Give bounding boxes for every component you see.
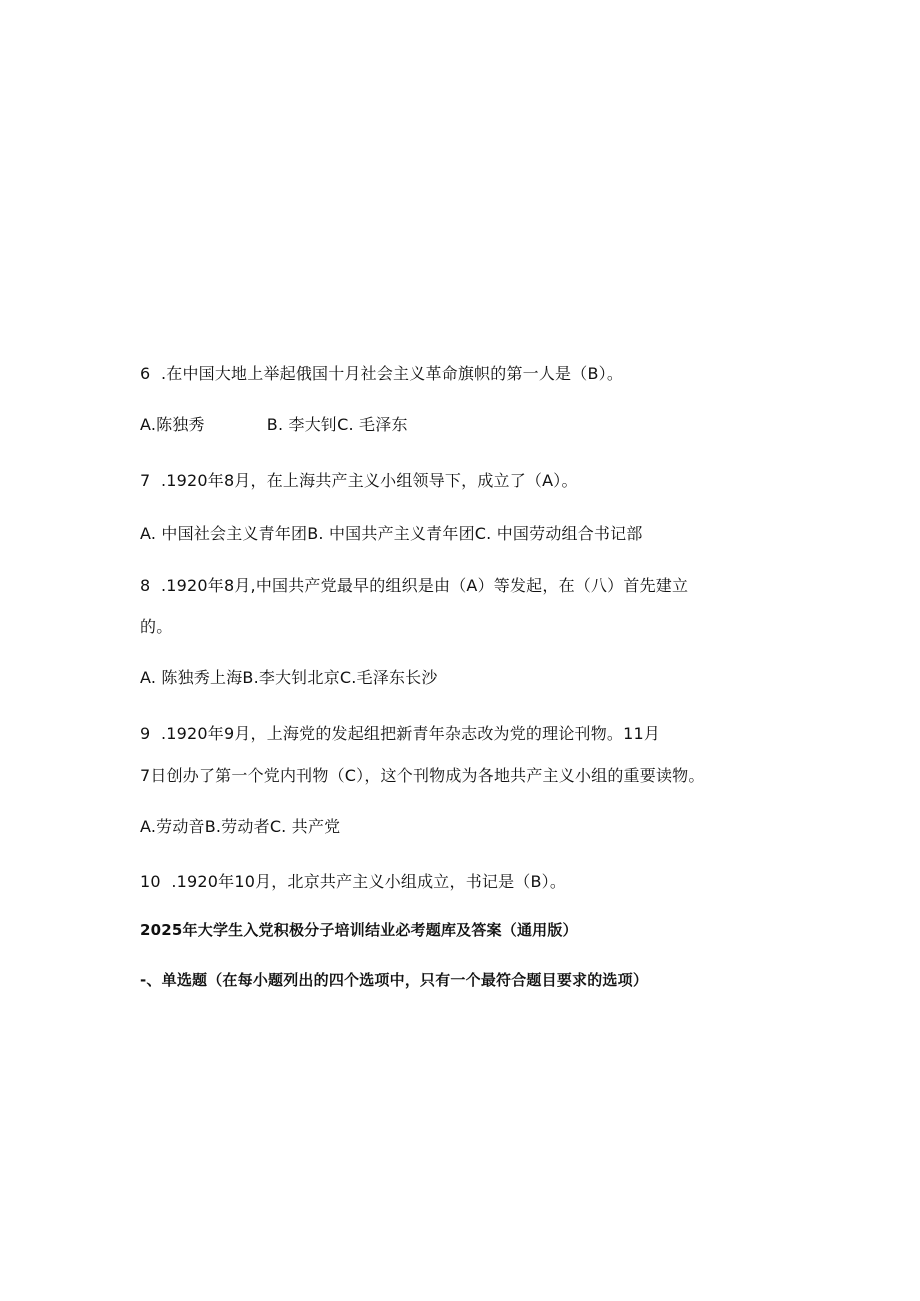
question-7-options: A. 中国社会主义青年团B. 中国共产主义青年团C. 中国劳动组合书记部 [140,524,643,543]
question-6-option-a: A.陈独秀 [140,415,205,434]
question-7-stem: 7 .1920年8月，在上海共产主义小组领导下，成立了（A）。 [140,471,578,490]
section-title: -、单选题（在每小题列出的四个选项中，只有一个最符合题目要求的选项） [140,971,649,989]
question-8-stem-line2: 的。 [140,617,173,636]
question-6-options [140,415,408,435]
question-6-option-bc: B. 李大钊C. 毛泽东 [266,415,408,434]
question-10-stem: 10 .1920年10月，北京共产主义小组成立，书记是（B）。 [140,872,567,891]
question-9-stem-line1: 9 .1920年9月，上海党的发起组把新青年杂志改为党的理论刊物。11月 [140,724,661,743]
question-6-stem: 6 .在中国大地上举起俄国十月社会主义革命旗帜的第一人是（B）。 [140,364,624,383]
question-8-options: A. 陈独秀上海B.李大钊北京C.毛泽东长沙 [140,668,438,687]
question-8-stem-line1: 8 .1920年8月,中国共产党最早的组织是由（A）等发起，在（八）首先建立 [140,576,689,595]
document-heading: 2025年大学生入党积极分子培训结业必考题库及答案（通用版） [140,921,578,939]
question-9-stem-line2: 7日创办了第一个党内刊物（C），这个刊物成为各地共产主义小组的重要读物。 [140,766,705,785]
question-9-options: A.劳动音B.劳动者C. 共产党 [140,817,341,836]
